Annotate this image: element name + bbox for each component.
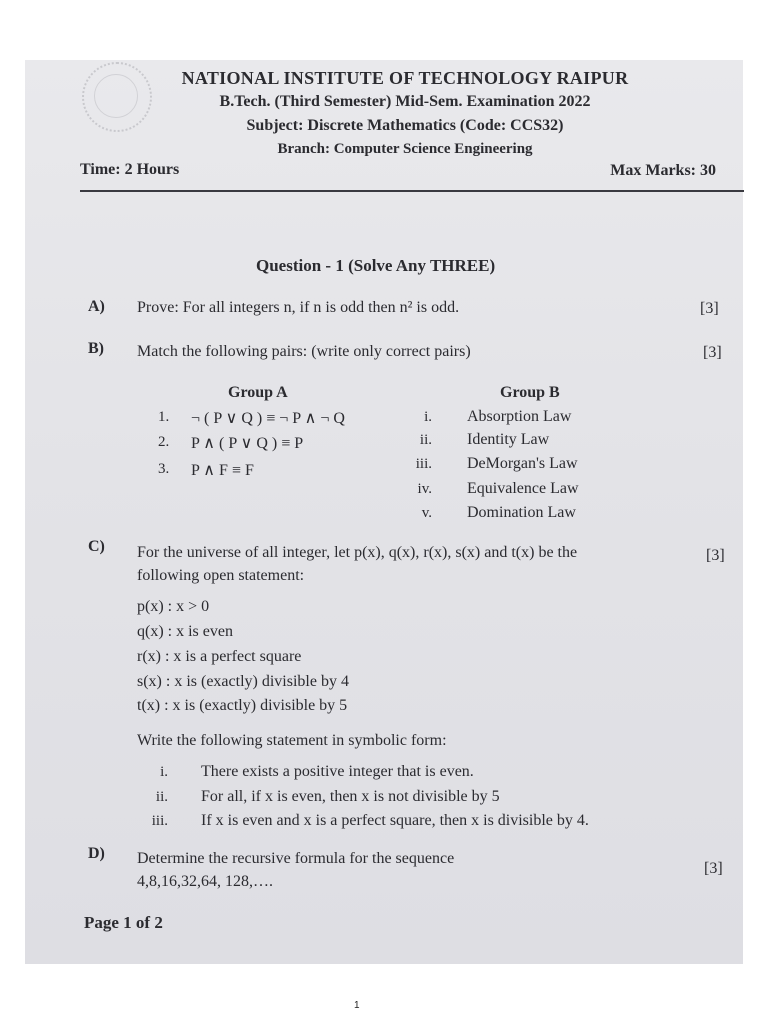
header-divider bbox=[80, 190, 744, 192]
group-b-item-4: Equivalence Law bbox=[467, 480, 579, 497]
institute-name: NATIONAL INSTITUTE OF TECHNOLOGY RAIPUR bbox=[181, 68, 629, 88]
group-b-item-5-number: v. bbox=[421, 505, 432, 521]
group-a-item-1-number: 1. bbox=[158, 409, 170, 425]
group-b-item-4-number: iv. bbox=[417, 481, 432, 497]
group-b-item-1: Absorption Law bbox=[467, 408, 572, 425]
group-b-item-3: DeMorgan's Law bbox=[467, 455, 578, 472]
subpart-1-number: i. bbox=[160, 764, 168, 780]
question-c-label: C) bbox=[88, 538, 105, 555]
open-statement-t: t(x) : x is (exactly) divisible by 5 bbox=[137, 697, 348, 714]
group-a-item-1: ¬ ( P ∨ Q ) ≡ ¬ P ∧ ¬ Q bbox=[191, 410, 345, 427]
exam-title: B.Tech. (Third Semester) Mid-Sem. Examination 2022 bbox=[219, 93, 591, 110]
question-d-line-1: Determine the recursive formula for the sequence bbox=[137, 850, 455, 867]
group-b-heading: Group B bbox=[500, 384, 560, 401]
question-c-marks: [3] bbox=[706, 547, 725, 564]
time-allowed: Time: 2 Hours bbox=[80, 161, 180, 178]
question-d-label: D) bbox=[88, 845, 105, 862]
question-c-line-2: following open statement: bbox=[137, 567, 305, 584]
group-b-item-2: Identity Law bbox=[467, 431, 550, 448]
question-a-marks: [3] bbox=[700, 300, 719, 317]
subpart-3: If x is even and x is a perfect square, then x is divisible by 4. bbox=[201, 812, 589, 829]
page-number: 1 bbox=[354, 1000, 360, 1011]
group-b-item-2-number: ii. bbox=[419, 432, 432, 448]
question-a-text: Prove: For all integers n, if n is odd then n² is odd. bbox=[137, 299, 460, 316]
branch-line: Branch: Computer Science Engineering bbox=[277, 141, 533, 157]
question-b-label: B) bbox=[88, 340, 104, 357]
subpart-2-number: ii. bbox=[155, 789, 168, 805]
group-b-item-3-number: iii. bbox=[415, 456, 432, 472]
institute-seal-icon bbox=[82, 62, 152, 132]
max-marks: Max Marks: 30 bbox=[610, 162, 716, 179]
question-c-line-1: For the universe of all integer, let p(x), q(x), r(x), s(x) and t(x) be the bbox=[137, 544, 578, 561]
question-d-marks: [3] bbox=[704, 860, 723, 877]
question-c-instruction: Write the following statement in symbolic form: bbox=[137, 732, 447, 749]
group-a-heading: Group A bbox=[228, 384, 288, 401]
page-indicator: Page 1 of 2 bbox=[84, 913, 163, 932]
question-b-marks: [3] bbox=[703, 344, 722, 361]
question-d-line-2: 4,8,16,32,64, 128,…. bbox=[137, 873, 273, 890]
question-b-text: Match the following pairs: (write only correct pairs) bbox=[137, 343, 471, 360]
open-statement-r: r(x) : x is a perfect square bbox=[137, 648, 302, 665]
question-a-label: A) bbox=[88, 298, 105, 315]
subpart-1: There exists a positive integer that is even. bbox=[201, 763, 474, 780]
question-title: Question - 1 (Solve Any THREE) bbox=[256, 256, 496, 275]
open-statement-p: p(x) : x > 0 bbox=[137, 598, 210, 615]
subject-line: Subject: Discrete Mathematics (Code: CCS32) bbox=[246, 117, 564, 134]
group-a-item-3: P ∧ F ≡ F bbox=[191, 462, 254, 479]
subpart-3-number: iii. bbox=[151, 813, 168, 829]
group-b-item-5: Domination Law bbox=[467, 504, 576, 521]
subpart-2: For all, if x is even, then x is not divisible by 5 bbox=[201, 788, 500, 805]
open-statement-q: q(x) : x is even bbox=[137, 623, 233, 640]
group-a-item-2-number: 2. bbox=[158, 434, 170, 450]
open-statement-s: s(x) : x is (exactly) divisible by 4 bbox=[137, 673, 349, 690]
group-b-item-1-number: i. bbox=[424, 409, 432, 425]
group-a-item-2: P ∧ ( P ∨ Q ) ≡ P bbox=[191, 435, 304, 452]
group-a-item-3-number: 3. bbox=[158, 461, 170, 477]
